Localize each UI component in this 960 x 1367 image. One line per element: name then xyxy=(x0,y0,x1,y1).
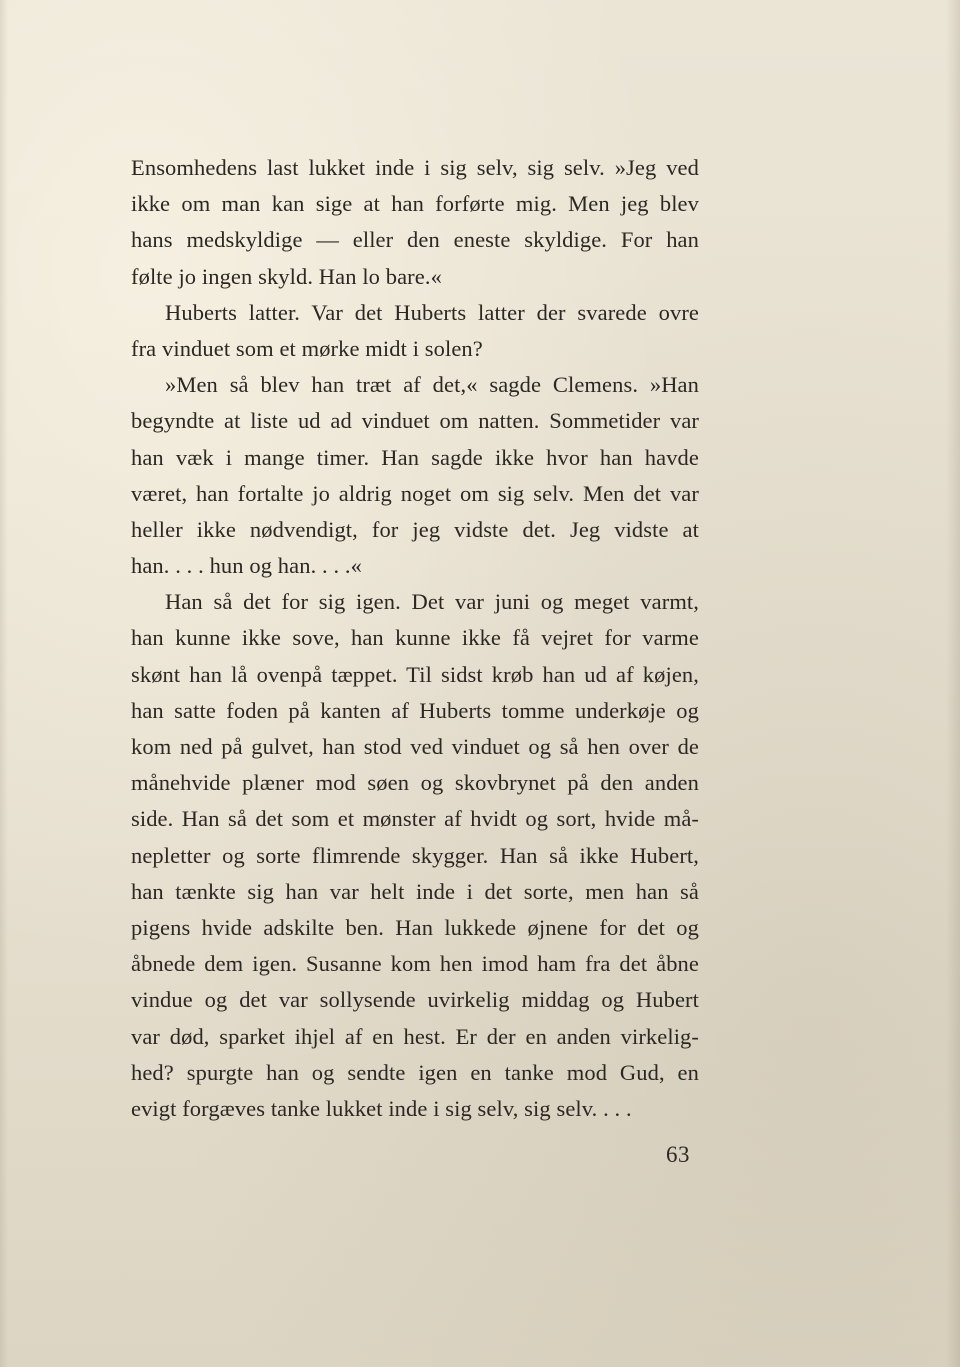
text-line: vindue og det var sollysende uvirkelig middag og Hubert xyxy=(131,987,699,1013)
text-line: hans medskyldige — eller den eneste skyldige. For han xyxy=(131,227,699,253)
text-line: heller ikke nødvendigt, for jeg vidste det. Jeg vidste at xyxy=(131,516,699,542)
text-line: fra vinduet som et mørke midt i solen? xyxy=(131,335,483,361)
text-line: han væk i mange timer. Han sagde ikke hvor han havde xyxy=(131,444,699,470)
body-text xyxy=(131,150,699,1127)
text-line: pigens hvide adskilte ben. Han lukkede øjnene for det og xyxy=(131,914,699,940)
page-edge-right xyxy=(946,0,960,1367)
text-line: hed? spurgte han og sendte igen en tanke mod Gud, en xyxy=(131,1059,699,1085)
text-line: han tænkte sig han var helt inde i det sorte, men han så xyxy=(131,878,699,904)
text-line: begyndte at liste ud ad vinduet om natten. Sommetider var xyxy=(131,408,699,434)
text-line: ikke om man kan sige at han forførte mig. Men jeg blev xyxy=(131,191,699,217)
text-line: han kunne ikke sove, han kunne ikke få vejret for varme xyxy=(131,625,699,651)
text-line: Han så det for sig igen. Det var juni og meget varmt, xyxy=(165,589,699,615)
text-line: »Men så blev han træt af det,« sagde Clemens. »Han xyxy=(165,372,699,398)
text-line: kom ned på gulvet, han stod ved vinduet og så hen over de xyxy=(131,734,699,759)
text-line: været, han fortalte jo aldrig noget om sig selv. Men det var xyxy=(131,480,699,506)
text-line: månehvide plæner mod søen og skovbrynet på den anden xyxy=(131,770,699,796)
text-line: han satte foden på kanten af Huberts tomme underkøje og xyxy=(131,697,699,723)
text-line: åbnede dem igen. Susanne kom hen imod ham fra det åbne xyxy=(131,951,699,977)
page-edge-left xyxy=(0,0,8,1367)
page-number: 63 xyxy=(666,1142,690,1167)
text-line: var død, sparket ihjel af en hest. Er der en anden virkelig- xyxy=(131,1023,699,1049)
text-line: Huberts latter. Var det Huberts latter der svarede ovre xyxy=(165,299,699,325)
text-line: nepletter og sorte flimrende skygger. Han så ikke Hubert, xyxy=(131,842,699,868)
text-line: skønt han lå ovenpå tæppet. Til sidst krøb han ud af køjen, xyxy=(131,661,699,687)
text-line: evigt forgæves tanke lukket inde i sig selv, sig selv. . . . xyxy=(131,1095,632,1121)
text-line: Ensomhedens last lukket inde i sig selv, sig selv. »Jeg ved xyxy=(131,155,699,180)
text-line: han. . . . hun og han. . . .« xyxy=(131,553,362,579)
text-line: side. Han så det som et mønster af hvidt og sort, hvide må- xyxy=(131,806,699,832)
text-line: følte jo ingen skyld. Han lo bare.« xyxy=(131,263,442,289)
